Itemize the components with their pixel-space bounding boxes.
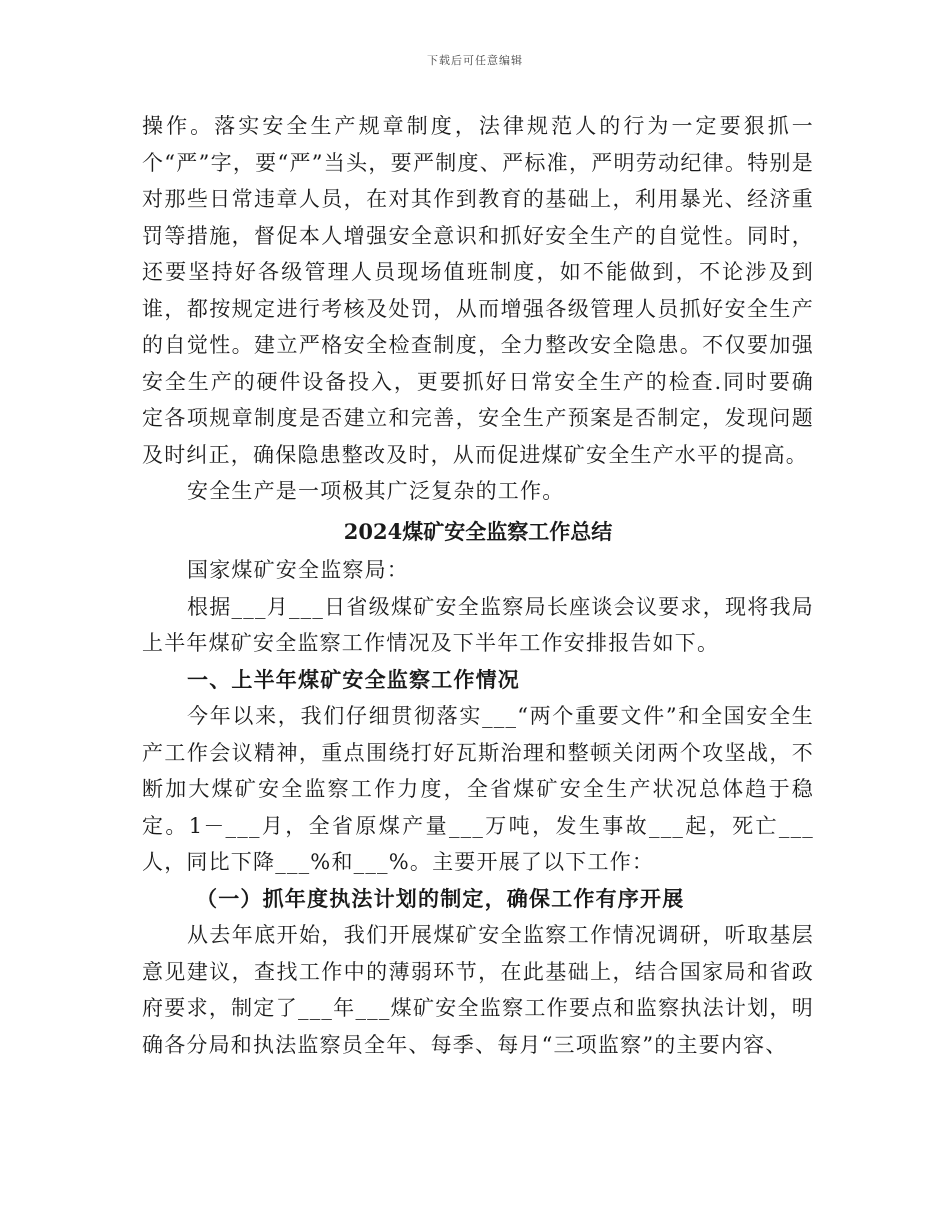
document-title: 2024煤矿安全监察工作总结 — [343, 518, 613, 544]
paragraph-report-intro: 根据___月___日省级煤矿安全监察局长座谈会议要求，现将我局上半年煤矿安全监察工作情况及下半年工作安排报告如下。 — [142, 594, 814, 655]
paragraph-first-half-overview: 今年以来，我们仔细贯彻落实___“两个重要文件”和全国安全生产工作会议精神，重点围绕打好瓦斯治理和整顿关闭两个攻坚战，不断加大煤矿安全监察工作力度，全省煤矿安全生产状况总体趋于稳定。1－___月，全省原煤产量___万吨，发生事故___起，死亡___人，同比下降___%和___%。主要开展了以下工作： — [142, 704, 814, 874]
subsection-heading-enforcement-plan: （一）抓年度执法计划的制定，确保工作有序开展 — [196, 885, 685, 911]
paragraph-safety-summary: 安全生产是一项极其广泛复杂的工作。 — [187, 479, 565, 503]
page-header-note: 下载后可任意编辑 — [427, 54, 523, 67]
paragraph-enforcement-plan: 从去年底开始，我们开展煤矿安全监察工作情况调研，听取基层意见建议，查找工作中的薄弱环节，在此基础上，结合国家局和省政府要求，制定了___年___煤矿安全监察工作要点和监察执法计划，明确各分局和执法监察员全年、每季、每月“三项监察”的主要内容、 — [142, 923, 814, 1057]
salutation: 国家煤矿安全监察局： — [187, 558, 409, 582]
section-heading-first-half: 一、上半年煤矿安全监察工作情况 — [187, 666, 520, 692]
paragraph-safety-regulations: 操作。落实安全生产规章制度，法律规范人的行为一定要狠抓一个“严”字，要“严”当头，要严制度、严标准，严明劳动纪律。特别是对那些日常违章人员，在对其作到教育的基础上，利用暴光、经济重罚等措施，督促本人增强安全意识和抓好安全生产的自觉性。同时，还要坚持好各级管理人员现场值班制度，如不能做到，不论涉及到谁，都按规定进行考核及处罚，从而增强各级管理人员抓好安全生产的自觉性。建立严格安全检查制度，全力整改安全隐患。不仅要加强安全生产的硬件设备投入，更要抓好日常安全生产的检查.同时要确定各项规章制度是否建立和完善，安全生产预案是否制定，发现问题及时纠正，确保隐患整改及时，从而促进煤矿安全生产水平的提高。 — [142, 114, 814, 467]
document-body — [142, 108, 814, 1063]
